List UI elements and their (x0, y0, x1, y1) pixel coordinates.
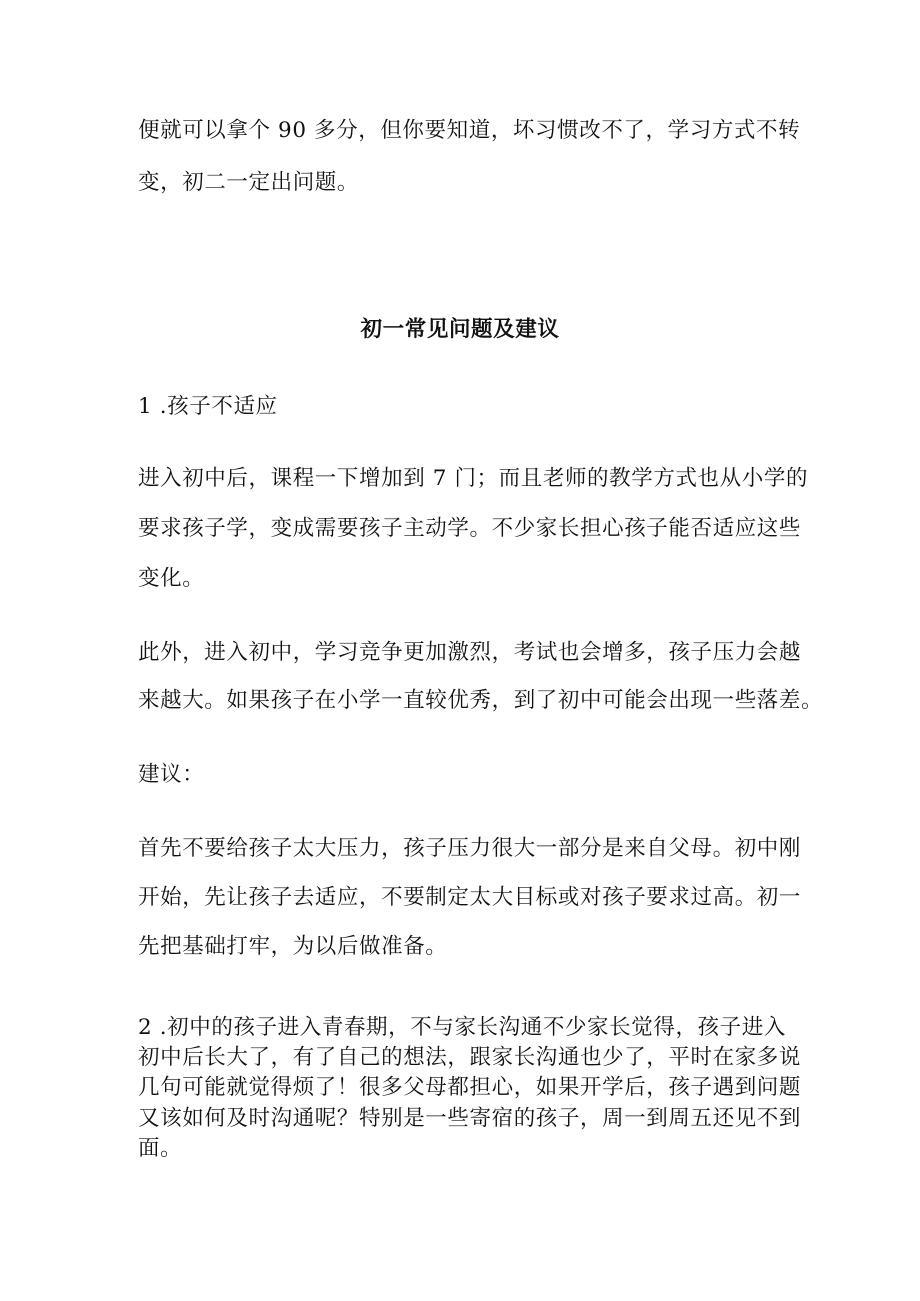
advice-line-2: 开始，先让孩子去适应，不要制定太大目标或对孩子要求过高。初一 (138, 885, 802, 910)
advice-label: 建议： (138, 762, 205, 787)
intro-line-2: 变，初二一定出问题。 (138, 170, 360, 195)
item1-p2-line-1: 此外，进入初中，学习竞争更加激烈，考试也会增多，孩子压力会越 (138, 640, 802, 665)
advice-line-3: 先把基础打牢，为以后做准备。 (138, 934, 448, 959)
item2-line-4: 又该如何及时沟通呢？特别是一些寄宿的孩子，周一到周五还见不到 (138, 1106, 802, 1131)
item1-p1-line-3: 变化。 (138, 566, 205, 591)
item2-line-2: 初中后长大了，有了自己的想法，跟家长沟通也少了，平时在家多说 (138, 1045, 802, 1070)
item2-line-5: 面。 (138, 1136, 183, 1161)
intro-line-1: 便就可以拿个 90 多分，但你要知道，坏习惯改不了，学习方式不转 (138, 118, 801, 143)
section-heading: 初一常见问题及建议 (360, 317, 560, 342)
item1-p1-line-2: 要求孩子学，变成需要孩子主动学。不少家长担心孩子能否适应这些 (138, 516, 802, 541)
item2-line-1: 2 .初中的孩子进入青春期，不与家长沟通不少家长觉得，孩子进入 (138, 1015, 786, 1040)
item1-p1-line-1: 进入初中后，课程一下增加到 7 门；而且老师的教学方式也从小学的 (138, 466, 809, 491)
item1-p2-line-2: 来越大。如果孩子在小学一直较优秀，到了初中可能会出现一些落差。 (138, 688, 824, 713)
item2-line-3: 几句可能就觉得烦了！很多父母都担心，如果开学后，孩子遇到问题 (138, 1075, 802, 1100)
advice-line-1: 首先不要给孩子太大压力，孩子压力很大一部分是来自父母。初中刚 (138, 836, 802, 861)
item1-title: 1 .孩子不适应 (138, 394, 278, 419)
